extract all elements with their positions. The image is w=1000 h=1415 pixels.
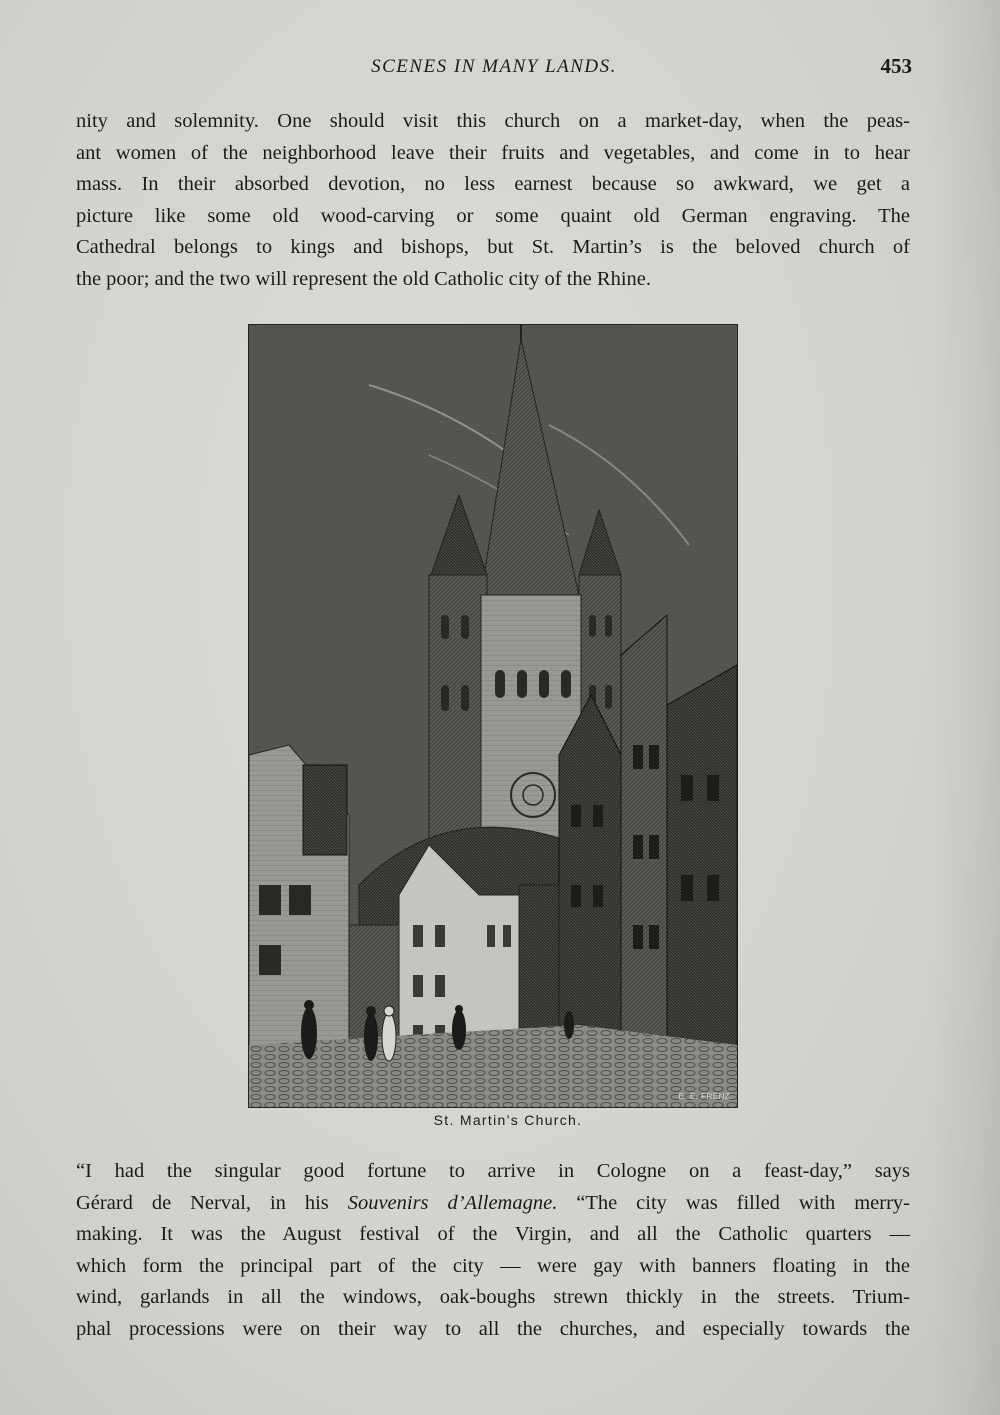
text-line: “I had the singular good fortune to arrive in Cologne on a feast-day,” says bbox=[76, 1160, 910, 1182]
text-line: Cathedral belongs to kings and bishops, but St. Martin’s is the beloved church of bbox=[76, 236, 910, 258]
text-line: picture like some old wood-carving or some quaint old German engraving. The bbox=[76, 204, 910, 227]
paragraph-2 bbox=[76, 1156, 910, 1345]
text-line bbox=[76, 1188, 910, 1220]
text-line: making. It was the August festival of the Virgin, and all the Catholic quarters — bbox=[76, 1223, 910, 1245]
text-line: mass. In their absorbed devotion, no less earnest because so awkward, we get a bbox=[76, 173, 910, 195]
running-title: SCENES IN MANY LANDS. bbox=[371, 56, 617, 77]
engraving-illustration bbox=[249, 325, 737, 1107]
text-line: wind, garlands in all the windows, oak-boughs strewn thickly in the streets. Trium- bbox=[76, 1286, 910, 1308]
text-line: ant women of the neighborhood leave their fruits and vegetables, and come in to hear bbox=[76, 141, 910, 164]
page-gutter-shadow bbox=[930, 0, 1000, 1415]
page-number: 453 bbox=[880, 54, 912, 78]
engraver-signature: E. E. FRENZ. bbox=[678, 1092, 733, 1101]
text-line: which form the principal part of the city — were gay with banners floating in the bbox=[76, 1254, 910, 1277]
engraving-st-martins-church bbox=[248, 324, 738, 1108]
text-line: nity and solemnity. One should visit this church on a market-day, when the peas- bbox=[76, 110, 910, 132]
book-title: Souvenirs d’Allemagne. bbox=[347, 1191, 558, 1214]
paragraph-1 bbox=[76, 106, 910, 295]
text-run: Gérard de Nerval, in his bbox=[76, 1191, 348, 1214]
text-line: the poor; and the two will represent the old Catholic city of the Rhine. bbox=[76, 267, 652, 290]
figure-caption: St. Martin’s Church. bbox=[433, 1112, 583, 1128]
running-head bbox=[76, 54, 912, 84]
text-line: phal processions were on their way to all the churches, and especially towards the bbox=[76, 1317, 910, 1340]
text-run: “The city was filled with merry- bbox=[557, 1191, 911, 1214]
